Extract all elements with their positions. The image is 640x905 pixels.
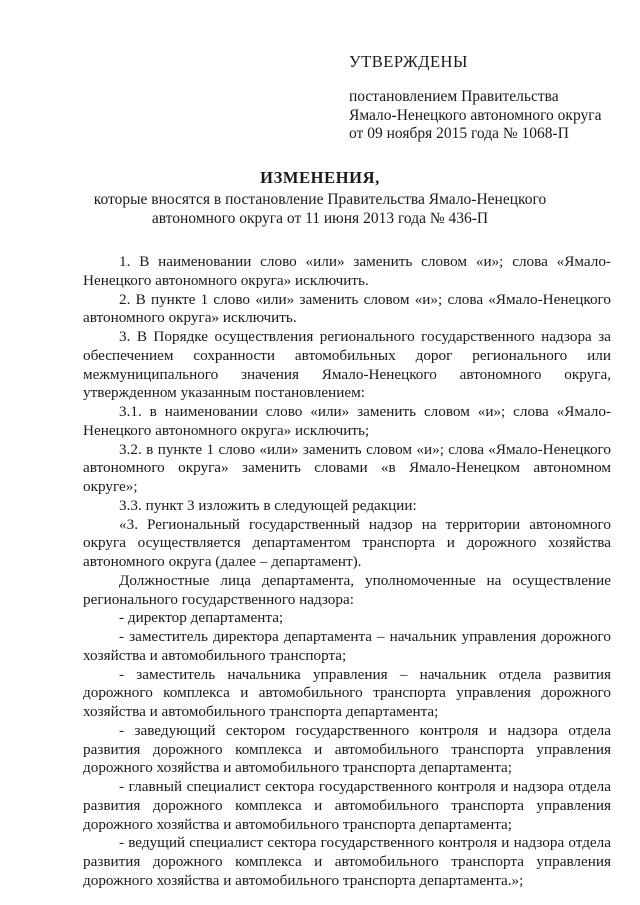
paragraph-1: 1. В наименовании слово «или» заменить словом «и»; слова «Ямало-Ненецкого автономного округа» исключить.	[83, 253, 611, 289]
officials-intro: Должностные лица департамента, уполномоченные на осуществление регионального государственного надзора:	[83, 571, 611, 608]
document-body	[83, 253, 611, 891]
paragraph-2: 2. В пункте 1 слово «или» заменить словом «и»; слова «Ямало-Ненецкого автономного округа» исключить.	[83, 290, 611, 327]
official-list-item: - заместитель начальника управления – начальник отдела развития дорожного комплекса и автомобильного транспорта управления дорожного хозяйства и автомобильного транспорта департамента;	[83, 665, 611, 720]
official-list-item: - ведущий специалист сектора государственного контроля и надзора отдела развития дорожного комплекса и автомобильного транспорта управления дорожного хозяйства и автомобильного транспорта департамента.»;	[83, 834, 611, 889]
paragraph-3: 3. В Порядке осуществления регионального государственного надзора за обеспечением сохранности автомобильных дорог регионального или межмуниципального значения Ямало-Ненецкого автономного округа, утвержденном указанным постановлением:	[83, 328, 611, 402]
official-list-item: - главный специалист сектора государственного контроля и надзора отдела развития дорожного комплекса и автомобильного транспорта управления дорожного хозяйства и автомобильного транспорта департамента;	[83, 778, 611, 833]
paragraph-3-3: 3.3. пункт 3 изложить в следующей редакции:	[119, 496, 417, 514]
paragraph-3-2: 3.2. в пункте 1 слово «или» заменить словом «и»; слова «Ямало-Ненецкого автономного округа» заменить словами «в Ямало-Ненецком автономном округе»;	[83, 440, 611, 495]
official-list-item: - заведующий сектором государственного контроля и надзора отдела развития дорожного комплекса и автомобильного транспорта управления дорожного хозяйства и автомобильного транспорта департамента;	[83, 721, 611, 777]
approval-line: от 09 ноября 2015 года № 1068-П	[349, 125, 569, 142]
official-list-item: - заместитель директора департамента – начальник управления дорожного хозяйства и автомобильного транспорта;	[83, 628, 611, 664]
approval-block	[349, 52, 629, 144]
approval-line: Ямало-Ненецкого автономного округа	[349, 106, 602, 124]
approval-heading: УТВЕРЖДЕНЫ	[349, 52, 468, 71]
subtitle-line: автономного округа от 11 июня 2013 года № 436-П	[151, 210, 489, 227]
quoted-item-3: «3. Региональный государственный надзор на территории автономного округа осуществляется департаментом транспорта и дорожного хозяйства автономного округа (далее – департамент).	[83, 515, 611, 570]
document-title: ИЗМЕНЕНИЯ,	[260, 168, 380, 187]
subtitle-line: которые вносятся в постановление Правительства Ямало-Ненецкого	[93, 191, 547, 208]
official-list-item: - директор департамента;	[119, 609, 284, 627]
document-subtitle	[0, 190, 640, 228]
paragraph-3-1: 3.1. в наименовании слово «или» заменить словом «и»; слова «Ямало-Ненецкого автономного округа» исключить;	[83, 403, 611, 439]
approval-line: постановлением Правительства	[349, 88, 559, 105]
